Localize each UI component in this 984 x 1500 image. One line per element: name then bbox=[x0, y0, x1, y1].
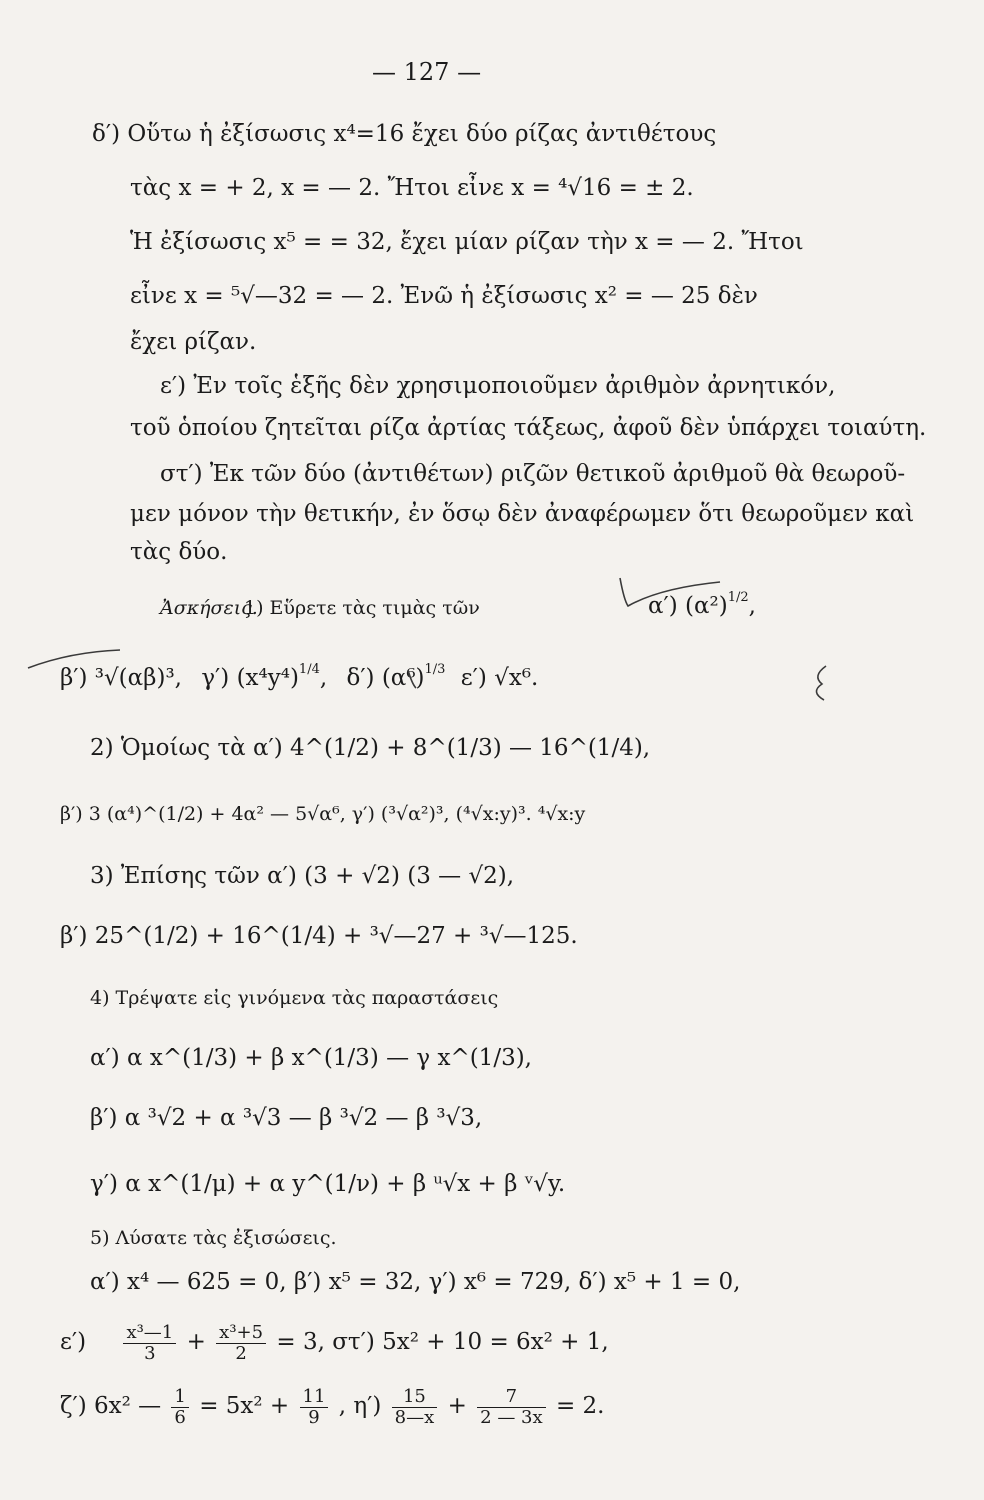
exercise-4c: γ′) α x^(1/μ) + α y^(1/ν) + β ᵘ√x + β ᵛ√y. bbox=[90, 1171, 566, 1197]
exercise-1c-exponent: 1/4 bbox=[298, 662, 320, 677]
exercise-3b: β′) 25^(1/2) + 16^(1/4) + ³√—27 + ³√—125. bbox=[60, 923, 578, 949]
exercise-5h-label: , η′) bbox=[338, 1393, 382, 1419]
plus-sign: + bbox=[447, 1393, 467, 1419]
page-number-header: — 127 — bbox=[372, 58, 482, 86]
fraction-numerator: 1 bbox=[171, 1387, 188, 1408]
exercise-5e-label: ε′) bbox=[60, 1329, 87, 1355]
plus-sign: + bbox=[186, 1329, 206, 1355]
pencil-bracket-mark bbox=[408, 670, 416, 688]
exercise-1d-exponent: 1/3 bbox=[424, 662, 446, 677]
fraction-numerator: x³—1 bbox=[123, 1323, 176, 1344]
fraction-denominator: 9 bbox=[308, 1406, 320, 1428]
pencil-radical-mark bbox=[620, 578, 720, 606]
exercise-2b: β′) 3 (α⁴)^(1/2) + 4α² — 5√α⁶, γ′) (³√α²)³, (⁴√x:y)³. ⁴√x:y bbox=[60, 803, 586, 825]
paragraph-stigma-line-3: τὰς δύο. bbox=[130, 539, 228, 565]
exercise-3a: 3) Ἐπίσης τῶν α′) (3 + √2) (3 — √2), bbox=[90, 863, 515, 889]
paragraph-epsilon-line-2: τοῦ ὁποίου ζητεῖται ρίζα ἀρτίας τάξεως, ἀφοῦ δὲν ὑπάρχει τοιαύτη. bbox=[130, 415, 927, 441]
fraction-denominator: 3 bbox=[144, 1342, 156, 1364]
fraction-numerator: 11 bbox=[300, 1387, 329, 1408]
exercise-1d-base: δ′) (α⁶) bbox=[346, 665, 425, 691]
exercise-4a: α′) α x^(1/3) + β x^(1/3) — γ x^(1/3), bbox=[90, 1045, 532, 1071]
exercise-4-intro: 4) Τρέψατε εἰς γινόμενα τὰς παραστάσεις bbox=[90, 987, 499, 1009]
exercise-5-intro: 5) Λύσατε τὰς ἐξισώσεις. bbox=[90, 1227, 337, 1249]
exercise-2a: 2) Ὁμοίως τὰ α′) 4^(1/2) + 8^(1/3) — 16^(1/4), bbox=[90, 735, 651, 761]
fraction-numerator: x³+5 bbox=[216, 1323, 266, 1344]
exercises-heading: Ἀσκήσεις. bbox=[160, 597, 258, 619]
paragraph-stigma-line-1: στ′) Ἐκ τῶν δύο (ἀντιθέτων) ριζῶν θετικοῦ ἀριθμοῦ θὰ θεωροῦ- bbox=[160, 461, 906, 487]
exercise-5h-rest: = 2. bbox=[555, 1393, 605, 1419]
exercise-1b-to-1e: β′) ³√(αβ)³, γ′) $(x^4y^4)^{1/4}$, δ′) $(\alpha^6)^{1/3}$ ε′) √x⁶. bbox=[60, 662, 539, 691]
exercise-5e-rest: = 3, στ′) 5x² + 10 = 6x² + 1, bbox=[276, 1329, 609, 1355]
exercise-1c-base: γ′) (x⁴y⁴) bbox=[201, 665, 299, 691]
exercise-4b: β′) α ³√2 + α ³√3 — β ³√2 — β ³√3, bbox=[90, 1105, 483, 1131]
exercise-5a: α′) x⁴ — 625 = 0, β′) x⁵ = 32, γ′) x⁶ = 729, δ′) x⁵ + 1 = 0, bbox=[90, 1269, 741, 1295]
exercise-1a-exponent: 1/2 bbox=[727, 590, 749, 605]
pencil-sigma-mark bbox=[816, 666, 826, 700]
fraction-denominator: 8—x bbox=[394, 1406, 435, 1428]
paragraph-delta-line-1: δ′) Οὕτω ἡ ἐξίσωσις x⁴=16 ἔχει δύο ρίζας ἀντιθέτους bbox=[92, 121, 717, 147]
paragraph-delta-line-3: Ἡ ἐξίσωσις x⁵ = = 32, ἔχει μίαν ρίζαν τὴν x = — 2. Ἤτοι bbox=[130, 229, 804, 255]
paragraph-stigma-line-2: μεν μόνον τὴν θετικήν, ἐν ὅσῳ δὲν ἀναφέρωμεν ὅτι θεωροῦμεν καὶ bbox=[130, 501, 915, 527]
pencil-stroke-left bbox=[28, 650, 120, 668]
exercise-1a: α′) $(\alpha^2)^{1/2}$, bbox=[648, 590, 756, 619]
fraction-denominator: 6 bbox=[174, 1406, 186, 1428]
fraction-denominator: 2 — 3x bbox=[480, 1406, 543, 1428]
fraction-denominator: 2 bbox=[235, 1342, 247, 1364]
paragraph-epsilon-line-1: ε′) Ἐν τοῖς ἑξῆς δὲν χρησιμοποιοῦμεν ἀριθμὸν ἀρνητικόν, bbox=[160, 373, 836, 399]
exercise-1b: β′) ³√(αβ)³, bbox=[60, 665, 182, 691]
fraction-numerator: 15 bbox=[392, 1387, 438, 1408]
fraction-numerator: 7 bbox=[477, 1387, 546, 1408]
exercise-1e: ε′) √x⁶. bbox=[460, 665, 539, 691]
paragraph-delta-line-2: τὰς x = + 2, x = — 2. Ἤτοι εἶνε x = ⁴√16 = ± 2. bbox=[130, 175, 694, 201]
exercise-1a-base: α′) (α²) bbox=[648, 593, 728, 619]
exercise-5z-label: ζ′) 6x² — bbox=[60, 1393, 162, 1419]
paragraph-delta-line-5: ἔχει ρίζαν. bbox=[130, 329, 257, 355]
paragraph-delta-line-4: εἶνε x = ⁵√—32 = — 2. Ἐνῶ ἡ ἐξίσωσις x² = — 25 δὲν bbox=[130, 283, 758, 309]
exercise-5z-middle: = 5x² + bbox=[199, 1393, 290, 1419]
exercise-1-intro: 1) Εὕρετε τὰς τιμὰς τῶν bbox=[244, 597, 480, 619]
